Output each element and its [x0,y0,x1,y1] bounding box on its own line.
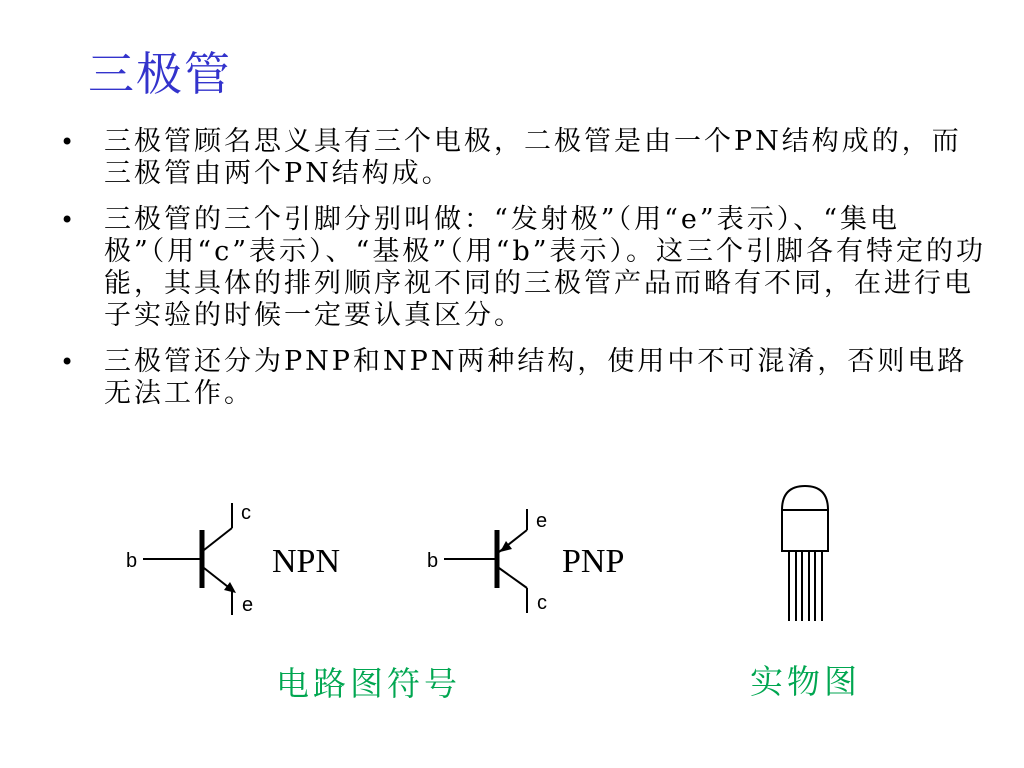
bullet-item [60,204,990,332]
npn-base-label: b [126,550,138,572]
npn-label: NPN [272,543,341,580]
npn-emitter-label: e [242,594,254,616]
pnp-top-label: e [536,510,548,532]
pnp-emitter-lead [499,530,527,552]
bullet-icon: • [60,128,78,156]
transistor-dome [782,486,828,510]
pnp-collector-lead [499,568,527,588]
bullet-text: 三极管顾名思义具有三个电极，二极管是由一个PN结构成的，而三极管由两个PN结构成。 [104,126,962,189]
pnp-emitter-arrow-icon [500,541,512,552]
bullet-item [60,346,990,410]
pnp-symbol [427,509,624,614]
npn-emitter-lead [204,568,232,590]
caption-circuit-symbols: 电路图符号 [276,664,461,703]
pnp-base-label: b [427,550,439,572]
npn-collector-label: c [241,502,251,524]
bullet-list [60,126,990,424]
slide-title: 三极管 [88,47,232,101]
caption-physical-photo: 实物图 [750,662,861,701]
pnp-label: PNP [562,543,625,580]
bullet-text: 三极管的三个引脚分别叫做：“发射极”（用“e”表示）、“集电极”（用“c”表示）、“基极”（用“b”表示）。这三个引脚各有特定的功能，其具体的排列顺序视不同的三极管产品而略有不同，在进行电子实验的时候一定要认真区分。 [104,204,987,331]
bullet-item [60,126,990,190]
bullet-icon: • [60,348,78,376]
npn-emitter-arrow-icon [224,582,236,593]
transistor-body [782,510,828,551]
transistor-photo-drawing [782,486,828,621]
npn-symbol [126,502,340,616]
bullet-icon: • [60,206,78,234]
npn-collector-lead [204,528,232,550]
pnp-bottom-label: c [537,592,547,614]
bullet-text: 三极管还分为PNP和NPN两种结构，使用中不可混淆，否则电路无法工作。 [104,346,968,409]
